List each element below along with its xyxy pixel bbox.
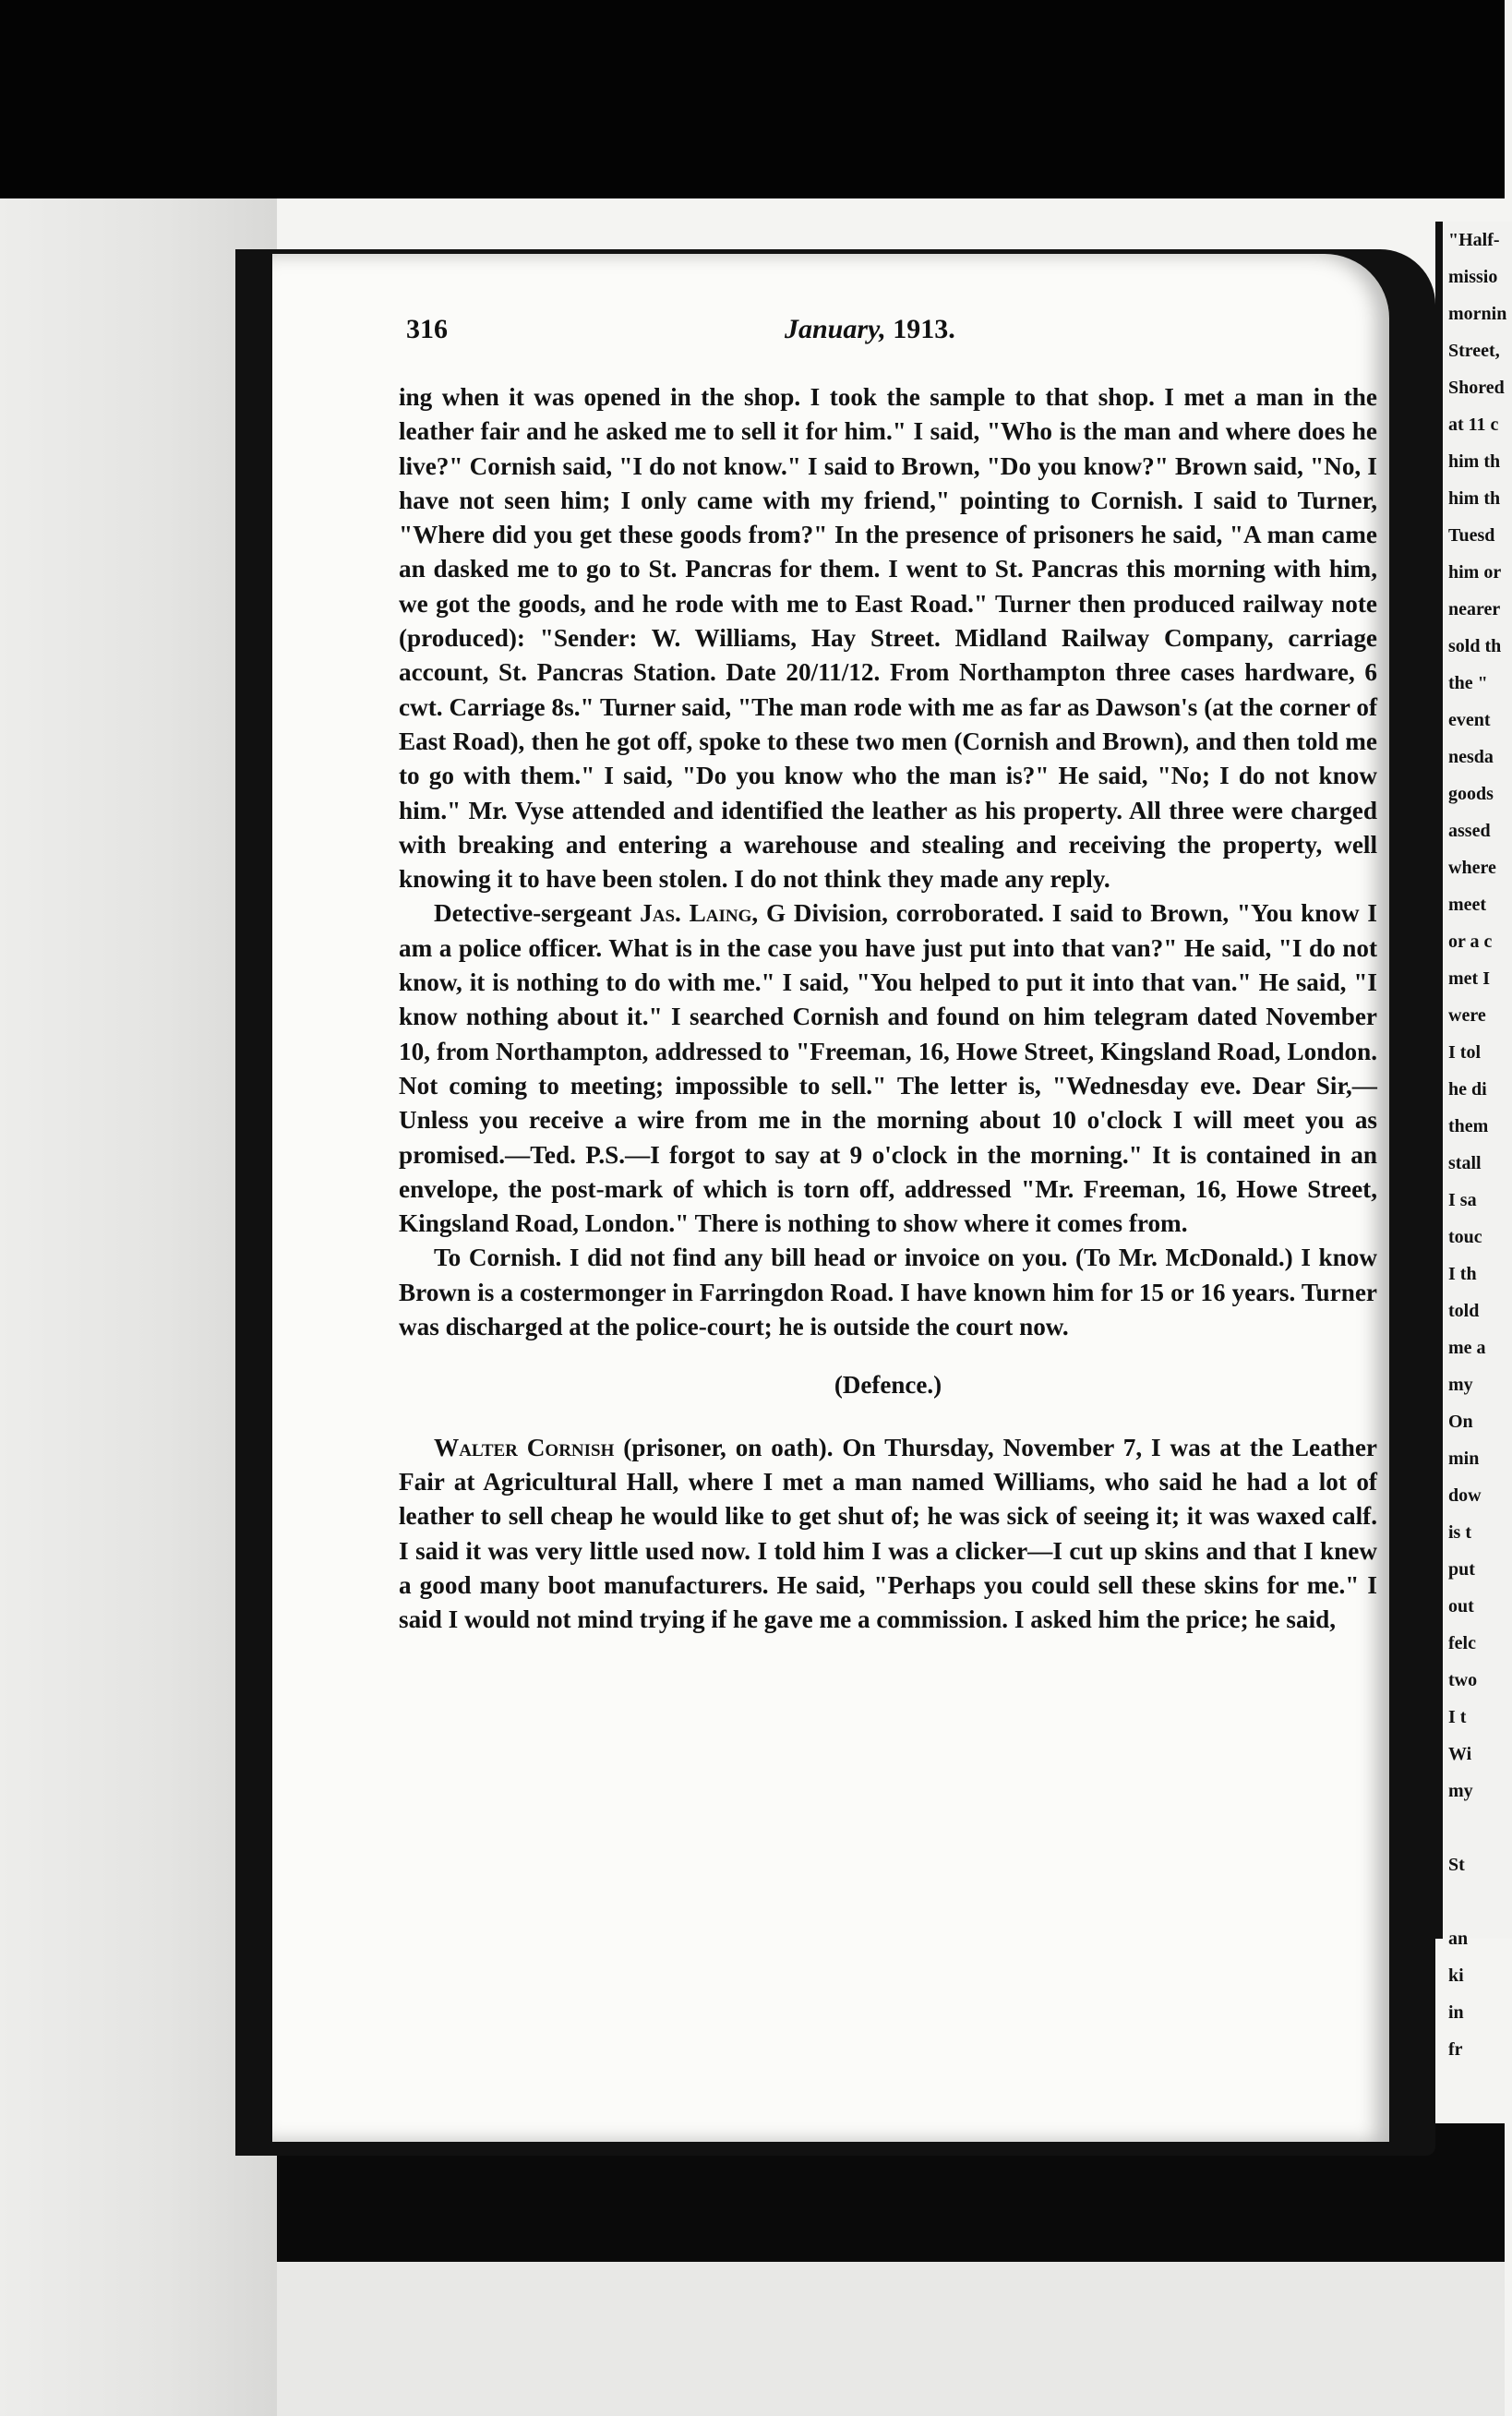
facing-page-fragment: at 11 c	[1448, 415, 1499, 435]
facing-page-fragment: fr	[1448, 2039, 1463, 2060]
facing-page-fragments	[1443, 222, 1512, 2068]
facing-page-fragment: I tol	[1448, 1042, 1481, 1063]
facing-page-fragment: me a	[1448, 1338, 1486, 1358]
facing-page-fragment: two	[1448, 1670, 1478, 1690]
paragraph-3: To Cornish. I did not find any bill head or invoice on you. (To Mr. McDonald.) I know Brown is a costermonger in Farringdon Road. I have known him for 15 or 16 years. Turner was discharged at the police-court; he is outside the court now.	[399, 1244, 1377, 1341]
body-text	[399, 380, 1377, 1637]
facing-page-fragment: missio	[1448, 267, 1498, 287]
facing-page-fragment: I sa	[1448, 1190, 1477, 1210]
facing-page-fragment: Street,	[1448, 341, 1500, 361]
facing-page-fragment: the "	[1448, 673, 1488, 693]
facing-page-fragment: told	[1448, 1301, 1480, 1321]
facing-page-fragment: ki	[1448, 1965, 1464, 1986]
section-heading: (Defence.)	[834, 1371, 942, 1400]
facing-page-fragment: is t	[1448, 1522, 1471, 1543]
scanner-bottom-margin	[277, 2262, 1505, 2416]
facing-page	[1435, 222, 1512, 2060]
facing-page-fragment: he di	[1448, 1079, 1487, 1100]
facing-page-fragment	[1443, 1809, 1512, 1846]
paragraph-2-lead: Detective-sergeant	[434, 899, 641, 928]
facing-page-fragment: touc	[1448, 1227, 1482, 1247]
facing-page-fragment: I th	[1448, 1264, 1477, 1284]
facing-page-fragment: him th	[1448, 451, 1501, 472]
facing-page-fragment: goods	[1448, 784, 1494, 804]
facing-page-fragment: meet	[1448, 895, 1487, 915]
paragraph-4	[399, 1431, 1377, 1638]
paragraph-2	[399, 896, 1377, 1241]
scanner-top-band	[0, 0, 1505, 198]
running-title-year: 1913.	[893, 314, 955, 344]
facing-page-fragment: St	[1448, 1855, 1465, 1875]
facing-page-fragment: them	[1448, 1116, 1489, 1136]
prisoner-name: Walter Cornish	[434, 1433, 615, 1461]
facing-page-fragment: him or	[1448, 562, 1502, 583]
page-header	[406, 314, 1366, 360]
facing-page-fragment: event	[1448, 710, 1491, 730]
paragraph-1: ing when it was opened in the shop. I took the sample to that shop. I met a man in the leather fair and he asked me to sell it for him." I said, "Who is the man and where does he live?" Cornish said, "I do not know." I said to Brown, "Do you know?" Brown said, "No, I have not seen him; I only came with my friend," pointing to Cornish. I said to Turner, "Where did you get these goods from?" In the presence of prisoners he said, "A man came an dasked me to go to St. Pancras for them. I went to St. Pancras this morning with him, we got the goods, and he rode with me to East Road." Turner then produced railway note (produced): "Sender: W. Williams, Hay Street. Midland Railway Company, carriage account, St. Pancras Station. Date 20/11/12. From Northampton three cases hardware, 6 cwt. Carriage 8s." Turner said, "The man rode with me as far as Dawson's (at the corner of East Road), then he got off, spoke to these two men (Cornish and Brown), and then told me to go with them." I said, "Do you know who the man is?" He said, "No; I do not know him." Mr. Vyse attended and identified the leather as his property. All three were charged with breaking and entering a warehouse and stealing and receiving the property, well knowing it to have been stolen. I do not think they made any reply.	[399, 383, 1377, 894]
paragraph-2-text: , G Division, corroborated. I said to Brown, "You know I am a police officer. What is in the case you have just put into that van?" He said, "I do not know, it is nothing to do with me." I said, "You helped to put it into that van." He said, "I know nothing about it." I searched Cornish and found on him telegram dated November 10, from Northampton, addressed to "Freeman, 16, Howe Street, Kingsland Road, London. Not coming to meeting; impossible to sell." The letter is, "Wednesday eve. Dear Sir,—Unless you receive a wire from me in the morning about 10 o'clock I will meet you as promised.—Ted. P.S.—I forgot to say at 9 o'clock in the morning." It is contained in an envelope, the post-mark of which is torn off, addressed "Mr. Freeman, 16, Howe Street, Kingsland Road, London." There is nothing to show where it comes from.	[399, 899, 1377, 1238]
facing-page-fragment: where	[1448, 858, 1496, 878]
facing-page-fragment: an	[1448, 1929, 1469, 1949]
facing-page-fragment: On	[1448, 1412, 1473, 1432]
facing-page-fragment: sold th	[1448, 636, 1502, 656]
facing-page-fragment: Tuesd	[1448, 525, 1495, 546]
facing-page-fragment: mornin	[1448, 304, 1507, 324]
facing-page-fragment: put	[1448, 1559, 1475, 1580]
facing-page-fragment: felc	[1448, 1633, 1476, 1653]
facing-page-fragment: I t	[1448, 1707, 1467, 1727]
facing-page-fragment: nesda	[1448, 747, 1494, 767]
witness-name: Jas. Laing	[640, 899, 752, 928]
running-title	[785, 314, 955, 345]
facing-page-fragment: or a c	[1448, 932, 1493, 952]
facing-page-fragment: met I	[1448, 968, 1490, 989]
facing-page-fragment: nearer	[1448, 599, 1501, 619]
facing-page-fragment: out	[1448, 1596, 1474, 1617]
paragraph-4-text: (prisoner, on oath). On Thursday, November 7, I was at the Leather Fair at Agricultural Hall, where I met a man named Williams, who said he had a lot of leather to sell cheap he would like to get shut of; he was sick of seeing it; it was waxed calf. I said it was very little used now. I told him I was a clicker—I cut up skins and that I knew a good many boot manufacturers. He said, "Perhaps you could sell these skins for me." I said I would not mind trying if he gave me a commission. I asked him the price; he said,	[399, 1433, 1377, 1634]
facing-page-fragment: min	[1448, 1448, 1480, 1469]
facing-page-fragment: Shored	[1448, 378, 1505, 398]
facing-page-fragment: dow	[1448, 1485, 1482, 1506]
facing-page-fragment	[1443, 1883, 1512, 1920]
facing-page-fragment: stall	[1448, 1153, 1482, 1173]
facing-page-fragment: my	[1448, 1781, 1473, 1801]
running-title-month: January,	[785, 314, 886, 344]
facing-page-fragment: Wi	[1448, 1744, 1472, 1764]
facing-page-fragment: my	[1448, 1375, 1473, 1395]
page-number: 316	[406, 314, 448, 344]
facing-page-fragment: him th	[1448, 488, 1501, 509]
facing-page-fragment: were	[1448, 1005, 1486, 1026]
facing-page-fragment: "Half-	[1448, 230, 1500, 250]
facing-page-fragment: assed	[1448, 821, 1491, 841]
facing-page-fragment: in	[1448, 2002, 1464, 2023]
